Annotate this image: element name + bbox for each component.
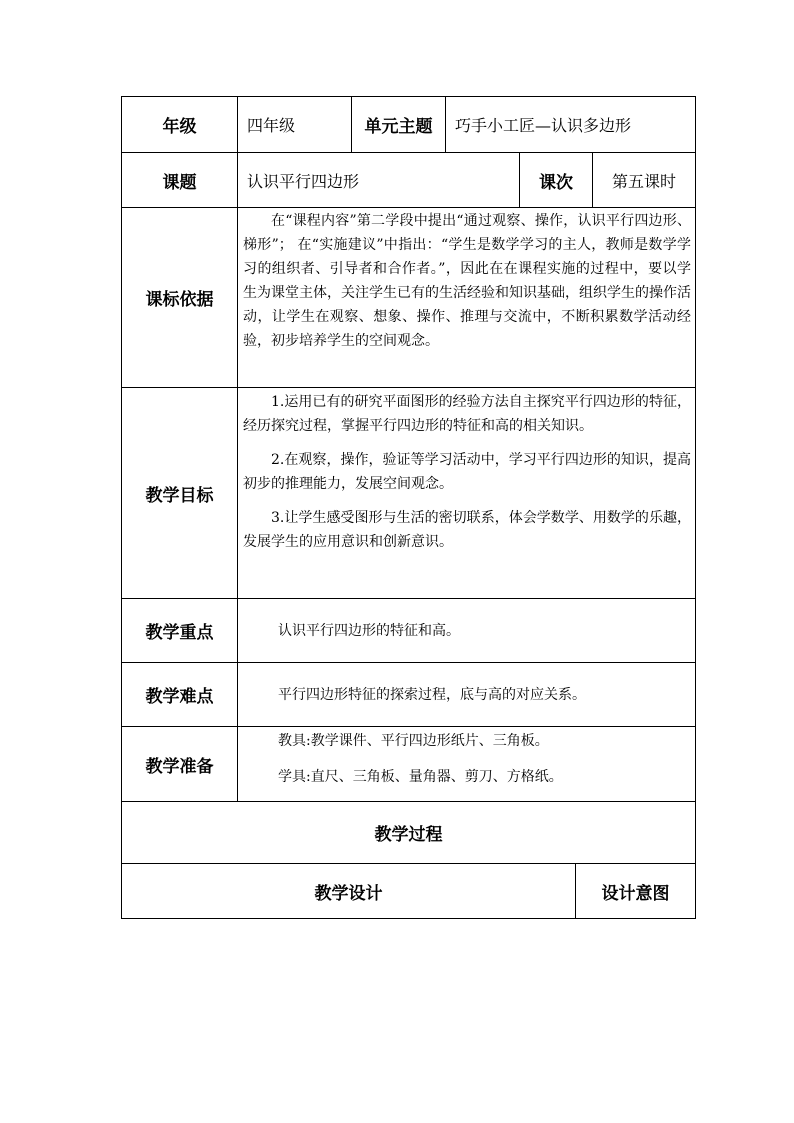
goal-item: 3.让学生感受图形与生活的密切联系，体会学数学、用数学的乐趣，发展学生的应用意识和创新意识。 xyxy=(243,510,691,550)
prep-student-tools: 学具:直尺、三角板、量角器、剪刀、方格纸。 xyxy=(278,769,563,785)
key-label: 教学重点 xyxy=(145,623,214,643)
key-text: 认识平行四边形的特征和高。 xyxy=(278,622,460,639)
difficulty-text: 平行四边形特征的探索过程，底与高的对应关系。 xyxy=(278,686,586,703)
basis-label: 课标依据 xyxy=(145,290,214,310)
basis-paragraph: 在“课程内容”第二学段中提出“通过观察、操作，认识平行四边形、梯形”； 在“实施建议”中指出：“学生是数学学习的主人，教师是数学学习的组织者、引导者和合作者。”，因此在在课程实施的过程中，要以学生为课堂主体，关注学生已有的生活经验和知识基础，组织学生的操作活动，让学生在观察、想象、操作、推理与交流中，不断积累数学活动经验，初步培养学生的空间观念。 xyxy=(243,213,691,349)
session-label: 课次 xyxy=(539,172,573,193)
goal-item: 1.运用已有的研究平面图形的经验方法自主探究平行四边形的特征，经历探究过程，掌握平行四边形的特征和高的相关知识。 xyxy=(243,394,691,434)
unit-label: 单元主题 xyxy=(364,117,433,137)
prep-text-cell xyxy=(238,729,695,799)
process-title: 教学过程 xyxy=(374,825,443,845)
grade-label: 年级 xyxy=(162,117,197,137)
goals-text-cell xyxy=(243,390,691,596)
prep-label: 教学准备 xyxy=(145,756,214,777)
difficulty-label: 教学难点 xyxy=(145,687,214,707)
lesson-plan-table xyxy=(121,96,696,919)
grade-value: 四年级 xyxy=(247,116,296,135)
session-value: 第五课时 xyxy=(611,171,676,191)
unit-value: 巧手小工匠—认识多边形 xyxy=(455,116,632,135)
design-label: 教学设计 xyxy=(314,883,383,904)
topic-label: 课题 xyxy=(162,172,197,193)
basis-text-cell xyxy=(243,209,691,385)
goal-item: 2.在观察，操作，验证等学习活动中，学习平行四边形的知识，提高初步的推理能力，发展空间观念。 xyxy=(243,452,691,492)
intent-label: 设计意图 xyxy=(601,883,670,904)
goals-label: 教学目标 xyxy=(145,485,214,506)
topic-value: 认识平行四边形 xyxy=(247,171,360,191)
prep-teacher-tools: 教具:教学课件、平行四边形纸片、三角板。 xyxy=(278,733,549,749)
